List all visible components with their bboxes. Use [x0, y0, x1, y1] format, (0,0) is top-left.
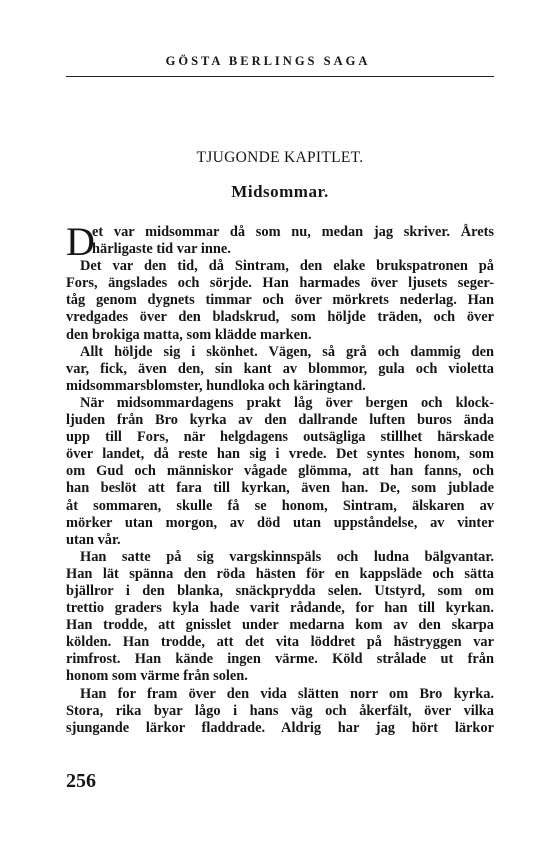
drop-cap: D — [66, 219, 95, 264]
text-line: åt sommaren, skulle få se honom, Sintram, älskaren av — [66, 497, 494, 514]
text-line: Han satte på sig vargskinnspäls och ludna bälgvantar. — [80, 548, 494, 565]
text-line: Fors, ängslades och sörjde. Han harmades över ljusets seger- — [66, 275, 494, 292]
text-line: sjungande lärkor fladdrade. Aldrig har jag hört lärkor — [66, 719, 494, 736]
section-title: Midsommar. — [231, 182, 329, 201]
text-line: om Gud och människor vågade glömma, att han fanns, och — [66, 463, 494, 480]
body-text — [66, 219, 494, 737]
text-line: Det var den tid, då Sintram, den elake brukspatronen på — [80, 258, 494, 275]
text-line: rimfrost. Han kände ingen värme. Köld strålade ut från — [66, 651, 494, 668]
text-line: tåg genom dygnets timmar och över mörkrets nederlag. Han — [66, 292, 494, 309]
running-head: GÖSTA BERLINGS SAGA — [165, 54, 371, 68]
text-line: Stora, rika byar lågo i hans väg och åkerfält, över vilka — [66, 702, 494, 719]
text-line: bjällror i den blanka, snäckprydda selen. Utstyrd, som om — [66, 582, 494, 599]
text-line: utan vår. — [66, 531, 121, 548]
text-line: et var midsommar då som nu, medan jag skriver. Årets — [92, 224, 494, 240]
text-line: När midsommardagens prakt låg över bergen och klock- — [80, 394, 494, 411]
text-line: den brokiga matta, som klädde marken. — [66, 326, 312, 343]
text-line: kölden. Han trodde, att det vita löddret på hästryggen var — [66, 634, 494, 651]
text-line: vredgades över den bladskrud, som höljde träden, och över — [66, 309, 494, 326]
text-line: trettio graders kyla hade varit rådande, for han till kyrkan. — [66, 600, 494, 617]
text-line: mörker utan morgon, av död utan uppståndelse, av vinter — [66, 514, 494, 531]
chapter-title: TJUGONDE KAPITLET. — [196, 149, 364, 166]
text-line: Han for fram över den vida slätten norr om Bro kyrka. — [80, 685, 494, 702]
text-line: Han lät spänna den röda hästen för en kappsläde och sätta — [66, 565, 494, 582]
text-line: han beslöt att fara till kyrkan, även han. De, som jublade — [66, 480, 494, 497]
text-line: var, fick, även den, sin kant av blommor, gula och violetta — [66, 360, 494, 377]
text-line: Allt höljde sig i skönhet. Vägen, så grå och dammig den — [80, 343, 494, 360]
header-rule — [66, 76, 494, 77]
text-line: honom som värme från solen. — [66, 668, 248, 685]
text-line: härligaste tid var inne. — [92, 241, 231, 258]
page-number: 256 — [66, 770, 96, 792]
text-line: över landet, då reste han sig i vrede. Det syntes honom, som — [66, 446, 494, 463]
text-line: upp till Fors, när helgdagens outsägliga stillhet härskade — [66, 429, 494, 446]
text-line: ljuden från Bro kyrka av den dallrande luften buros ända — [66, 412, 494, 429]
text-line: midsommarsblomster, hundloka och käringtand. — [66, 377, 366, 394]
text-line: Han trodde, att gnisslet under medarna kom av den skarpa — [66, 617, 494, 634]
